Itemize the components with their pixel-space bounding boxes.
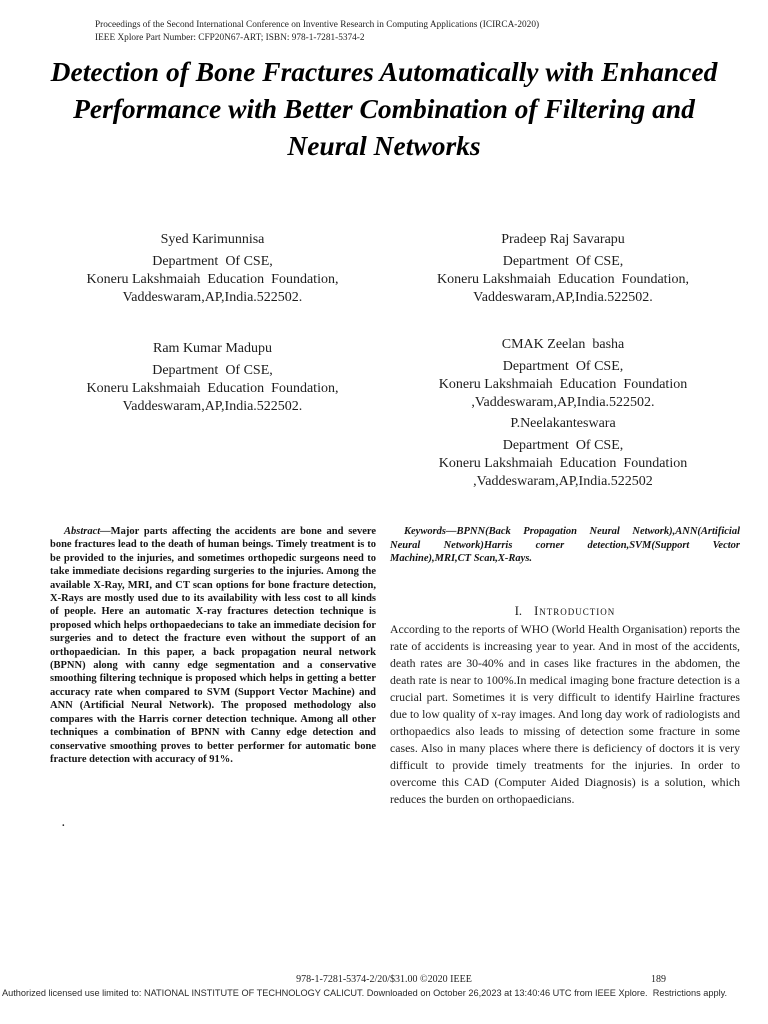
author-org: Koneru Lakshmaiah Education Foundation, xyxy=(86,272,339,287)
author-block-1 xyxy=(40,231,385,307)
abstract-text: Major parts affecting the accidents are bone and severe bone fractures lead to the death of human beings. Timely treatment is to be provided to the injuries, and sometimes orthopedic surgeons need to take immediate decisions regarding surgeries to the injuries. Among the available X-Ray, MRI, and CT scan options for bone fracture detection, X-Rays are mostly used due to its availability with less cost to all kinds of people. Here an automatic X-ray fractures detection technique is proposed which helps orthopaedecians to take an immediate decision for surgeries and to detect the fracture even without the support of an orthopaedician. In this paper, a back propagation neural network (BPNN) along with canny edge segmentation and a conservative smoothing filtering technique is proposed which helps in getting a better accuracy rate when compared to SVM (Support Vector Machine) and ANN (Artificial Neural Network). The proposed methodology also compares with the Harris corner detection technique. Among all other techniques a combination of BPNN with Canny edge detection and conservative smoothing proves to better performer for automatic bone fracture detection with accuracy of 91%. xyxy=(50,526,376,765)
section-title: Introduction xyxy=(534,604,616,618)
author-addr: Vaddeswaram,AP,India.522502. xyxy=(473,290,653,305)
conference-header-line1: Proceedings of the Second International Conference on Inventive Research in Computing Applications (ICIRCA-2020) xyxy=(95,20,540,30)
footer-copyright: 978-1-7281-5374-2/20/$31.00 ©2020 IEEE xyxy=(296,974,472,985)
section-number: I. xyxy=(514,604,523,618)
keywords-label: Keywords— xyxy=(404,526,457,537)
keywords-paragraph xyxy=(390,525,740,566)
stray-period: . xyxy=(62,818,65,829)
author-block-5 xyxy=(388,415,738,491)
author-block-4 xyxy=(388,336,738,412)
abstract-paragraph xyxy=(50,525,376,766)
author-name: Ram Kumar Madupu xyxy=(153,341,272,356)
author-org: Koneru Lakshmaiah Education Foundation xyxy=(438,377,688,392)
author-dept: Department Of CSE, xyxy=(502,254,624,269)
author-name: Syed Karimunnisa xyxy=(160,232,265,247)
author-addr: ,Vaddeswaram,AP,India.522502 xyxy=(473,474,653,489)
conference-header-line2: IEEE Xplore Part Number: CFP20N67-ART; ISBN: 978-1-7281-5374-2 xyxy=(95,33,365,43)
author-addr: Vaddeswaram,AP,India.522502. xyxy=(122,290,303,305)
author-org: Koneru Lakshmaiah Education Foundation, xyxy=(437,272,689,287)
author-dept: Department Of CSE, xyxy=(152,363,273,378)
abstract-label: Abstract— xyxy=(64,526,111,537)
section-heading-introduction xyxy=(390,603,740,619)
author-addr: ,Vaddeswaram,AP,India.522502. xyxy=(471,395,655,410)
introduction-paragraph: According to the reports of WHO (World Health Organisation) reports the rate of accidents is increasing year to year. And in most of the accidents, death rates are 30-40% and in cases like fractures in the abdomen, the death rate is near to 100%.In medical imaging bone fracture detection is a crucial part. Sometimes it is very difficult to identify Hairline fractures due to low quality of x-ray images. And long day work of radiologists and orthopaedics also leads to missing of detection some fracture in some cases. Also in many places where there is deficiency of doctors it is very difficult to provide timely treatments for the injuries. In order to overcome this CAD (Computer Aided Diagnosis) is a solution, which reduces the burden on orthopaedicians. xyxy=(390,622,740,806)
author-name: P.Neelakanteswara xyxy=(510,416,616,431)
conference-header xyxy=(95,19,539,45)
author-name: Pradeep Raj Savarapu xyxy=(501,232,625,247)
page-number: 189 xyxy=(651,974,666,985)
author-org: Koneru Lakshmaiah Education Foundation, xyxy=(86,381,339,396)
author-block-2 xyxy=(388,231,738,307)
author-dept: Department Of CSE, xyxy=(152,254,273,269)
keywords-text: BPNN(Back Propagation Neural Network),ANN(Artificial Neural Network)Harris corner detection,SVM(Support Vector Machine),MRI,CT Scan,X-Rays. xyxy=(390,526,740,565)
author-dept: Department Of CSE, xyxy=(502,359,624,374)
author-block-3 xyxy=(40,340,385,416)
xplore-watermark: Authorized licensed use limited to: NATIONAL INSTITUTE OF TECHNOLOGY CALICUT. Downloaded on October 26,2023 at 13:40:46 UTC from IEEE Xplore. Restrictions apply. xyxy=(2,988,728,998)
author-name: CMAK Zeelan basha xyxy=(501,337,625,352)
author-org: Koneru Lakshmaiah Education Foundation xyxy=(438,456,688,471)
paper-title: Detection of Bone Fractures Automatically with Enhanced Performance with Better Combination of Filtering and Neural Networks xyxy=(50,56,718,161)
author-dept: Department Of CSE, xyxy=(502,438,624,453)
author-addr: Vaddeswaram,AP,India.522502. xyxy=(122,399,303,414)
